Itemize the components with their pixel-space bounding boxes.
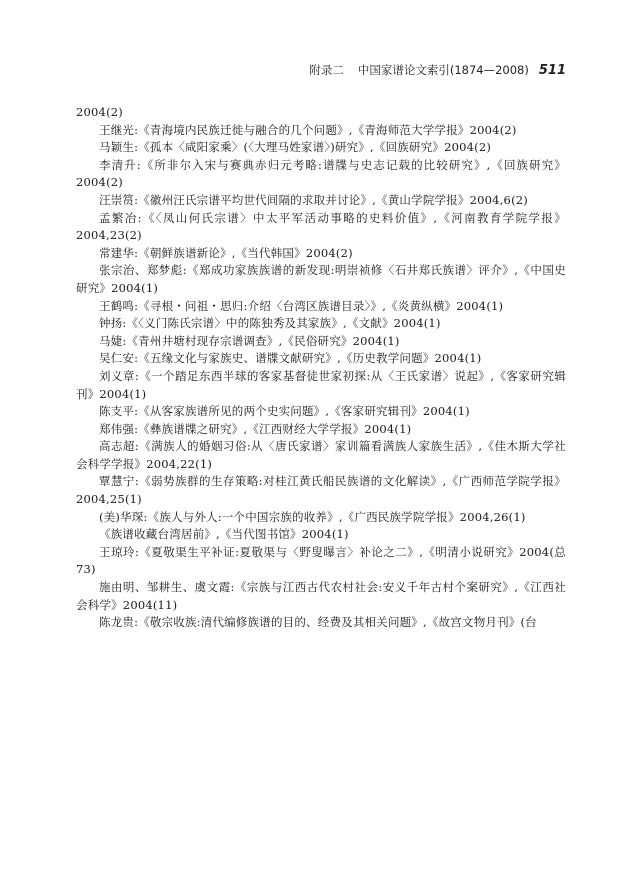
index-entry: 覃慧宁:《弱势族群的生存策略:对桂江黄氏船民族谱的文化解读》,《广西师范学院学报》2004,25(1) xyxy=(76,474,566,507)
index-entry: 王继光:《青海境内民族迁徙与融合的几个问题》,《青海师范大学学报》2004(2) xyxy=(99,122,517,137)
index-entry: 吴仁安:《五缘文化与家族史、谱牒文献研究》,《历史教学问题》2004(1) xyxy=(99,351,482,366)
index-entry: 《族谱收藏台湾居前》,《当代图书馆》2004(1) xyxy=(99,527,349,542)
index-entry: 马颖生:《孤本〈咸阳家乘〉(〈大理马姓家谱〉)研究》,《回族研究》2004(2) xyxy=(99,140,492,155)
index-entry: 马婕:《青州井塘村现存宗谱调查》,《民俗研究》2004(1) xyxy=(99,333,400,348)
index-entry: 刘义章:《一个踏足东西半球的客家基督徒世家初探:从〈王氏家谱〉说起》,《客家研究辑刊》2004(1) xyxy=(76,368,566,401)
index-entry: (美)华琛:《族人与外人:一个中国宗族的收养》,《广西民族学院学报》2004,26(1) xyxy=(99,509,526,524)
index-entry: 常建华:《朝鲜族谱新论》,《当代韩国》2004(2) xyxy=(99,245,353,260)
index-entry: 郑伟强:《彝族谱牒之研究》,《江西财经大学学报》2004(1) xyxy=(99,421,412,436)
index-entry: 孟繁冶:《〈凤山何氏宗谱〉中太平军活动事略的史料价值》,《河南教育学院学报》2004,23(2) xyxy=(76,210,566,243)
index-entry: 钟扬:《〈义门陈氏宗谱〉中的陈独秀及其家族》,《文献》2004(1) xyxy=(99,316,441,331)
appendix-label: 附录二 xyxy=(309,63,344,77)
index-entry: 高志超:《满族人的婚姻习俗:从〈唐氏家谱〉家训篇看满族人家族生活》,《佳木斯大学社会科学学报》2004,22(1) xyxy=(76,439,566,471)
index-entry: 王琼玲:《夏敬渠生平补证:夏敬渠与〈野叟曝言〉补论之二》,《明清小说研究》2004(总73) xyxy=(76,544,566,577)
index-entry-continuation: 2004(2) xyxy=(76,105,123,119)
index-entry: 王鹤鸣:《寻根・问祖・思归:介绍〈台湾区族谱目录〉》,《炎黄纵横》2004(1) xyxy=(99,298,504,313)
index-entry: 李清升:《所非尔入宋与赛典赤归元考略:谱牒与史志记载的比较研究》,《回族研究》2004(2) xyxy=(76,157,566,190)
index-title: 中国家谱论文索引(1874—2008) xyxy=(357,63,529,77)
index-entry: 陈支平:《从客家族谱所见的两个史实问题》,《客家研究辑刊》2004(1) xyxy=(99,404,470,419)
index-entry: 施由明、邹耕生、虞文霞:《宗族与江西古代农村社会:安义千年古村个案研究》,《江西社会科学》2004(11) xyxy=(76,580,566,612)
index-entry: 张宗治、郑梦彪:《郑成功家族族谱的新发现:明崇祯修〈石井郑氏族谱〉评介》,《中国史研究》2004(1) xyxy=(76,263,566,295)
page-number: 511 xyxy=(538,63,566,78)
index-entry: 汪崇筼:《徽州汪氏宗谱平均世代间隔的求取并讨论》,《黄山学院学报》2004,6(2) xyxy=(99,192,528,207)
running-header xyxy=(309,62,566,78)
index-entry: 陈龙贵:《敬宗收族:清代编修族谱的目的、经费及其相关问题》,《故宫文物月刊》(台 xyxy=(99,615,537,630)
index-body xyxy=(76,104,566,632)
